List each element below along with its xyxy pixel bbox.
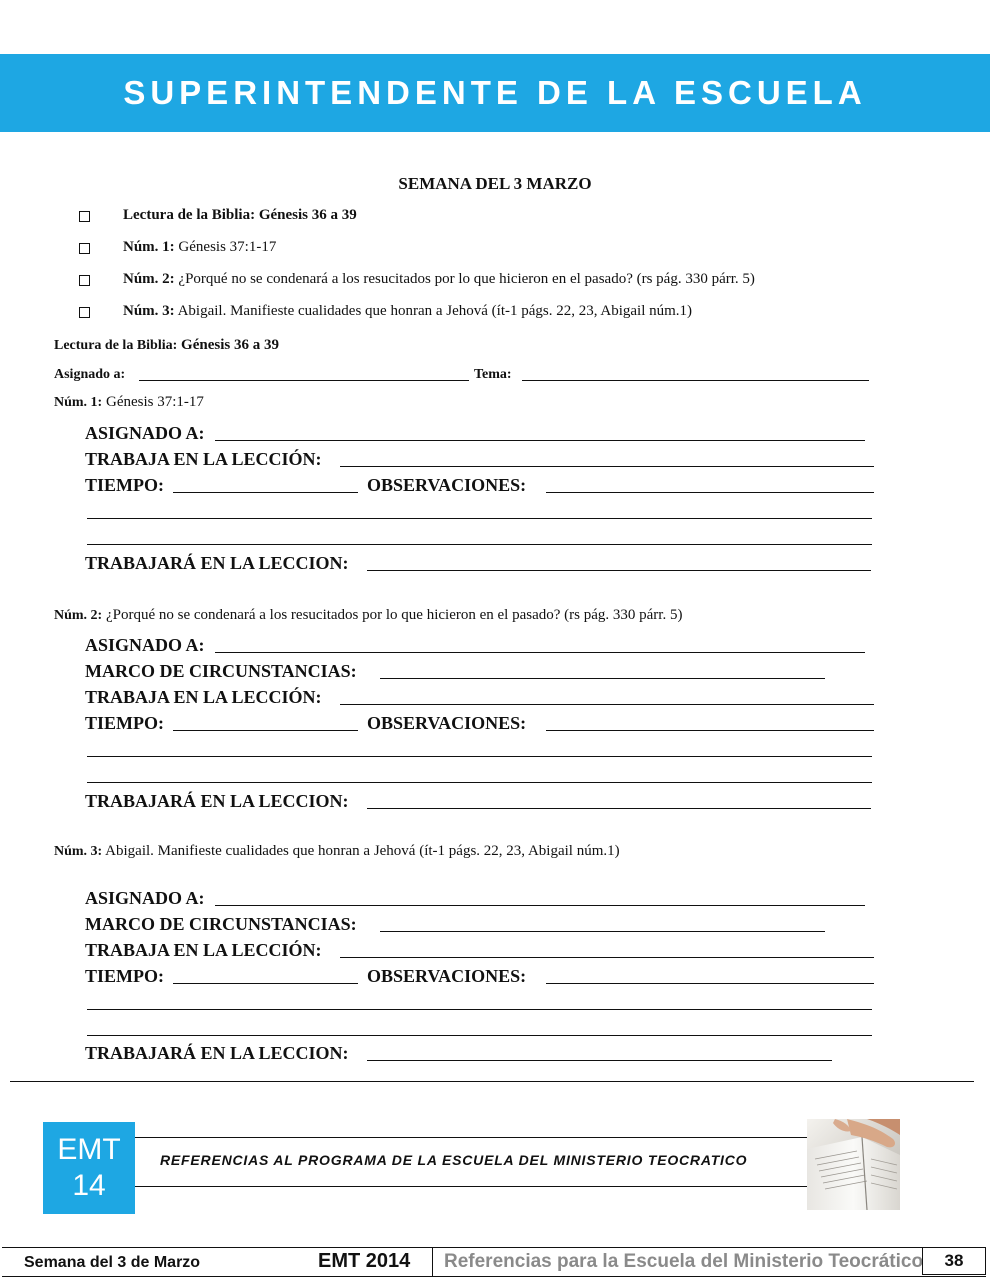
part3-notes-line[interactable]	[87, 1035, 872, 1036]
part1-notes-line[interactable]	[87, 518, 872, 519]
checklist-label: Núm. 3:	[123, 303, 175, 319]
emt-badge-line1: EMT	[57, 1133, 121, 1166]
reading-topic-field[interactable]	[522, 380, 869, 381]
references-banner	[135, 1137, 807, 1187]
part2-assigned-label: ASIGNADO A:	[85, 635, 205, 655]
part3-assigned-label: ASIGNADO A:	[85, 888, 205, 908]
part1-time-field[interactable]	[173, 492, 358, 493]
part3-time-label: TIEMPO:	[85, 966, 164, 986]
part3-setting-field[interactable]	[380, 931, 825, 932]
part2-setting-label: MARCO DE CIRCUNSTANCIAS:	[85, 661, 357, 681]
checklist-text: ¿Porqué no se condenará a los resucitados por lo que hicieron en el pasado? (rs pág. 330 párr. 5)	[174, 271, 755, 287]
part2-working-label: TRABAJA EN LA LECCIÓN:	[85, 687, 322, 707]
page-title: SUPERINTENDENTE DE LA ESCUELA	[123, 74, 867, 111]
part2-working-field[interactable]	[340, 704, 874, 705]
part2-will-work-field[interactable]	[367, 808, 871, 809]
part1-time-label: TIEMPO:	[85, 475, 164, 495]
part3-working-field[interactable]	[340, 957, 874, 958]
footer-divider	[432, 1248, 433, 1276]
emt-badge	[43, 1122, 135, 1214]
week-title: SEMANA DEL 3 MARZO	[398, 174, 592, 193]
part1-observations-field[interactable]	[546, 492, 874, 493]
checklist-label: Núm. 1:	[123, 239, 175, 255]
reading-assigned-field[interactable]	[139, 380, 469, 381]
part2-observations-field[interactable]	[546, 730, 874, 731]
emt-badge-line2: 14	[72, 1169, 106, 1202]
part3-will-work-label: TRABAJARÁ EN LA LECCION:	[85, 1043, 349, 1063]
checklist-label: Lectura de la Biblia: Génesis 36 a 39	[123, 207, 357, 223]
part1-heading: Núm. 1: Génesis 37:1-17	[54, 394, 204, 410]
checkbox-icon[interactable]	[79, 211, 90, 222]
page-number: 38	[922, 1247, 986, 1275]
part3-working-label: TRABAJA EN LA LECCIÓN:	[85, 940, 322, 960]
part3-time-field[interactable]	[173, 983, 358, 984]
part3-setting-label: MARCO DE CIRCUNSTANCIAS:	[85, 914, 357, 934]
part2-time-label: TIEMPO:	[85, 713, 164, 733]
part1-will-work-field[interactable]	[367, 570, 871, 571]
checkbox-icon[interactable]	[79, 307, 90, 318]
part3-observations-field[interactable]	[546, 983, 874, 984]
checkbox-icon[interactable]	[79, 275, 90, 286]
part2-notes-line[interactable]	[87, 782, 872, 783]
checklist-text: Génesis 37:1-17	[174, 239, 277, 255]
page-banner	[0, 54, 990, 132]
footer-references: Referencias para la Escuela del Ministerio Teocrático	[444, 1251, 924, 1272]
checklist-label: Núm. 2:	[123, 271, 175, 287]
part1-assigned-field[interactable]	[215, 440, 865, 441]
section-divider	[10, 1081, 974, 1082]
part2-assigned-field[interactable]	[215, 652, 865, 653]
open-bible-photo-icon	[807, 1119, 900, 1210]
checklist-text: Abigail. Manifieste cualidades que honran a Jehová (ít-1 págs. 22, 23, Abigail núm.1)	[174, 303, 693, 319]
part2-setting-field[interactable]	[380, 678, 825, 679]
reading-heading: Lectura de la Biblia: Génesis 36 a 39	[54, 337, 279, 353]
part1-working-field[interactable]	[340, 466, 874, 467]
part3-notes-line[interactable]	[87, 1009, 872, 1010]
part2-heading: Núm. 2: ¿Porqué no se condenará a los resucitados por lo que hicieron en el pasado? (rs pág. 330 párr. 5)	[54, 607, 683, 623]
part3-observations-label: OBSERVACIONES:	[367, 966, 527, 986]
part1-assigned-label: ASIGNADO A:	[85, 423, 205, 443]
reading-assigned-label: Asignado a:	[54, 367, 126, 382]
footer-emt: EMT 2014	[318, 1250, 411, 1272]
part3-heading: Núm. 3: Abigail. Manifieste cualidades que honran a Jehová (ít-1 págs. 22, 23, Abigail núm.1)	[54, 843, 620, 859]
part3-assigned-field[interactable]	[215, 905, 865, 906]
part1-observations-label: OBSERVACIONES:	[367, 475, 527, 495]
reading-topic-label: Tema:	[474, 367, 512, 382]
part1-notes-line[interactable]	[87, 544, 872, 545]
part2-will-work-label: TRABAJARÁ EN LA LECCION:	[85, 791, 349, 811]
part2-notes-line[interactable]	[87, 756, 872, 757]
footer-week: Semana del 3 de Marzo	[24, 1254, 201, 1271]
checkbox-icon[interactable]	[79, 243, 90, 254]
part3-will-work-field[interactable]	[367, 1060, 832, 1061]
part2-time-field[interactable]	[173, 730, 358, 731]
part1-will-work-label: TRABAJARÁ EN LA LECCION:	[85, 553, 349, 573]
page-footer	[2, 1247, 986, 1277]
part2-observations-label: OBSERVACIONES:	[367, 713, 527, 733]
part1-working-label: TRABAJA EN LA LECCIÓN:	[85, 449, 322, 469]
references-banner-text: REFERENCIAS AL PROGRAMA DE LA ESCUELA DEL MINISTERIO TEOCRATICO	[160, 1152, 748, 1168]
